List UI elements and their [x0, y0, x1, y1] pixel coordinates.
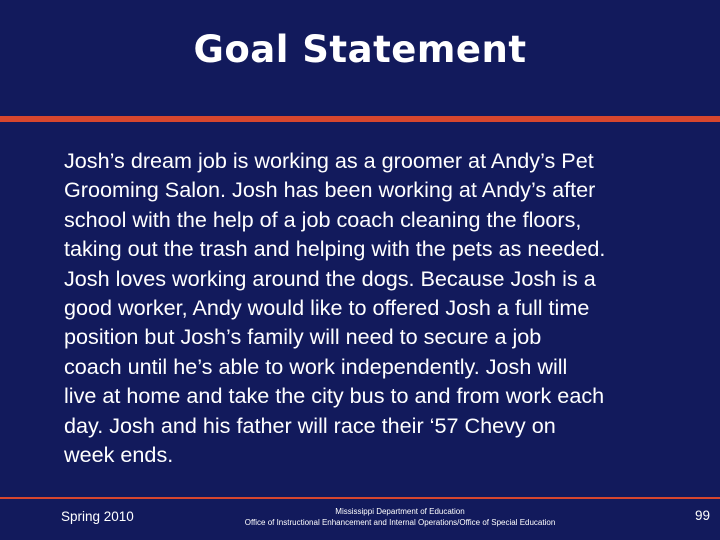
- footer-organization: [190, 506, 610, 528]
- footer-organization-line2: Office of Instructional Enhancement and Internal Operations/Office of Special Education: [244, 518, 556, 527]
- footer-divider: [0, 497, 720, 499]
- footer-date: Spring 2010: [61, 509, 134, 524]
- title-divider: [0, 116, 720, 122]
- slide-body-text: Josh’s dream job is working as a groomer at Andy’s Pet Grooming Salon. Josh has been working at Andy’s after school with the help of a job coach cleaning the floors, taking out the trash and helping with the pets as needed. Josh loves working around the dogs. Because Josh is a good worker, Andy would like to offered Josh a full time position but Josh’s family will need to secure a job coach until he’s able to work independently. Josh will live at home and take the city bus to and from work each day. Josh and his father will race their ‘57 Chevy on week ends.: [64, 148, 606, 468]
- slide-title: Goal Statement: [193, 28, 527, 71]
- footer-organization-line1: Mississippi Department of Education: [335, 507, 465, 516]
- page-number: 99: [694, 508, 710, 523]
